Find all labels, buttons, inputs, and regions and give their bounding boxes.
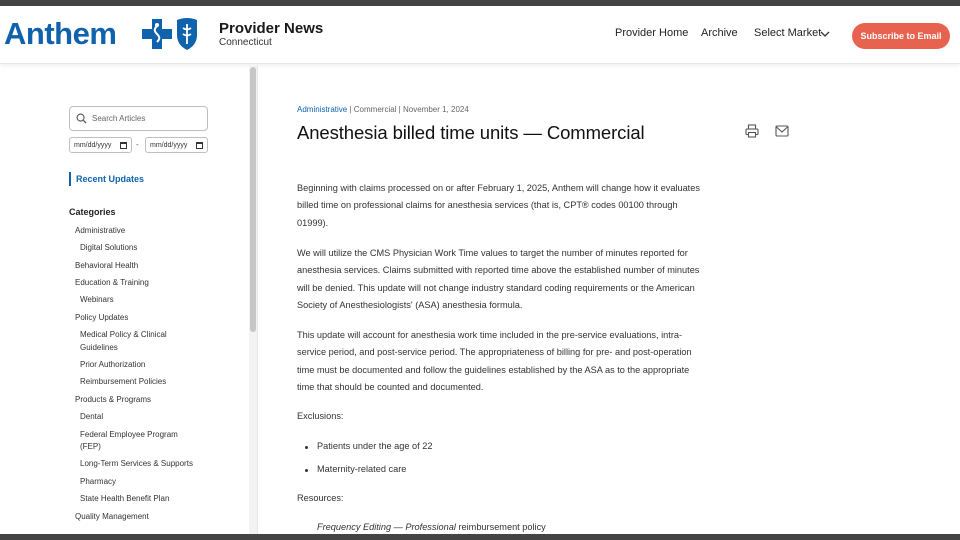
category-administrative[interactable]: Administrative <box>75 226 126 235</box>
chevron-down-icon[interactable] <box>820 30 830 38</box>
category-products-programs[interactable]: Products & Programs <box>75 395 152 404</box>
date-from-input[interactable] <box>69 137 132 153</box>
category-policy-updates[interactable]: Policy Updates <box>75 313 129 322</box>
blue-cross-logo-icon <box>141 18 173 50</box>
calendar-icon[interactable] <box>120 142 127 149</box>
nav-archive[interactable]: Archive <box>701 27 738 39</box>
date-separator: - <box>136 140 139 149</box>
category-behavioral-health[interactable]: Behavioral Health <box>75 261 139 270</box>
article-paragraph-1: Beginning with claims processed on or after February 1, 2025, Anthem will change how it evaluates billed time on professional claims for anesthesia services (that is, CPT® codes 00100 through 01999). <box>297 183 700 228</box>
calendar-icon[interactable] <box>196 142 203 149</box>
category-education-training[interactable]: Education & Training <box>75 278 149 287</box>
brand-subtitle: Connecticut <box>219 37 272 48</box>
category-pharmacy[interactable]: Pharmacy <box>80 477 117 486</box>
article-meta <box>297 105 469 114</box>
meta-separator: | <box>347 105 354 114</box>
anthem-logo[interactable]: Anthem <box>4 16 117 51</box>
search-icon <box>76 113 87 124</box>
recent-updates-link[interactable]: Recent Updates <box>69 172 144 186</box>
category-fep-line2[interactable]: (FEP) <box>80 442 101 451</box>
subscribe-button[interactable]: Subscribe to Email <box>852 23 950 49</box>
exclusion-item: Maternity-related care <box>317 464 407 474</box>
nav-select-market[interactable]: Select Market <box>754 27 822 39</box>
search-input[interactable] <box>92 114 202 123</box>
category-medical-policy-line2[interactable]: Guidelines <box>80 343 118 352</box>
article-paragraph-2: We will utilize the CMS Physician Work Time values to target the number of minutes reported for anesthesia services. Claims submitted with reported time above the established number of minutes will be denied. This update will not change industry standard coding requirements or the American Society of Anesthesiologists' (ASA) anesthesia formula. <box>297 248 700 311</box>
meta-separator: | <box>396 105 403 114</box>
article-paragraph-3: This update will account for anesthesia work time included in the pre-service evaluations, intra-service period, and post-service period. The appropriateness of billing for pre- and post-operation time must be documented and follow the guidelines established by the ASA as to the appropriate time that should be counted and documented. <box>297 330 692 393</box>
category-reimbursement-policies[interactable]: Reimbursement Policies <box>80 377 167 386</box>
category-dental[interactable]: Dental <box>80 412 104 421</box>
window-bottom-bar <box>0 534 960 540</box>
resources-heading: Resources: <box>297 493 344 503</box>
article-tag-administrative[interactable]: Administrative <box>297 105 348 114</box>
date-from-placeholder: mm/dd/yyyy <box>74 141 112 149</box>
resource-link-title: Frequency Editing — Professional <box>317 522 456 532</box>
print-icon[interactable] <box>745 124 759 138</box>
categories-heading: Categories <box>69 207 116 217</box>
resource-link-rest: reimbursement policy <box>455 522 546 532</box>
article <box>258 65 960 534</box>
category-digital-solutions[interactable]: Digital Solutions <box>80 243 138 252</box>
article-title: Anesthesia billed time units — Commercial <box>297 122 645 143</box>
email-icon[interactable] <box>775 125 789 137</box>
category-webinars[interactable]: Webinars <box>80 295 114 304</box>
category-state-health-benefit-plan[interactable]: State Health Benefit Plan <box>80 494 170 503</box>
resource-link-frequency-editing[interactable] <box>317 522 546 532</box>
category-prior-authorization[interactable]: Prior Authorization <box>80 360 146 369</box>
search-box[interactable] <box>69 106 208 131</box>
nav-provider-home[interactable]: Provider Home <box>615 27 689 39</box>
exclusion-item: Patients under the age of 22 <box>317 441 433 451</box>
article-date: November 1, 2024 <box>402 105 469 114</box>
sidebar <box>0 65 258 534</box>
date-to-input[interactable] <box>145 137 208 153</box>
category-medical-policy[interactable]: Medical Policy & Clinical <box>80 330 167 339</box>
brand-title: Provider News <box>219 20 324 37</box>
site-header <box>0 6 960 64</box>
blue-shield-logo-icon <box>175 17 199 51</box>
category-fep[interactable]: Federal Employee Program <box>80 430 178 439</box>
article-category: Commercial <box>353 105 397 114</box>
exclusions-heading: Exclusions: <box>297 411 344 421</box>
category-long-term-services[interactable]: Long-Term Services & Supports <box>80 459 193 468</box>
date-to-placeholder: mm/dd/yyyy <box>150 141 188 149</box>
category-quality-management[interactable]: Quality Management <box>75 512 149 521</box>
sidebar-scrollbar-thumb[interactable] <box>250 67 256 332</box>
